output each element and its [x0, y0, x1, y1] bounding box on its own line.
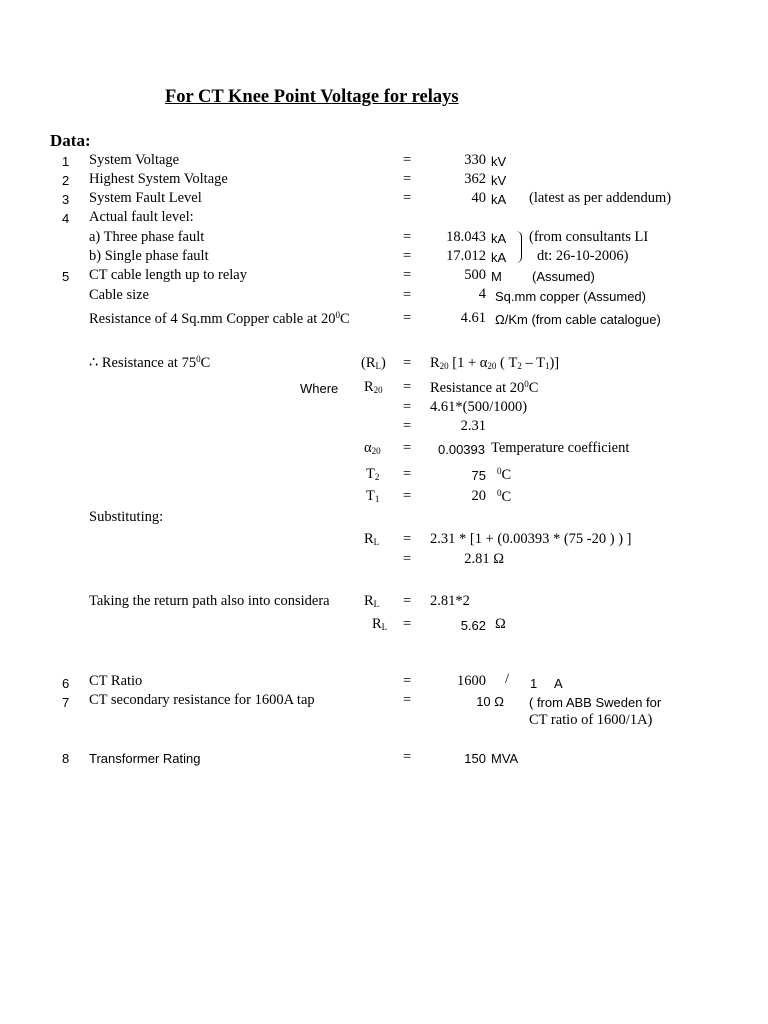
alpha-symbol: $\alpha_{20}$	[364, 440, 381, 456]
item-value: 4	[478, 286, 486, 302]
equals-sign: =	[403, 749, 412, 765]
alpha-description: Temperature coefficient	[491, 440, 630, 456]
equals-sign: =	[403, 616, 412, 632]
item-label: CT cable length up to relay	[89, 267, 247, 283]
equals-sign: =	[403, 399, 412, 415]
rl-formula: $R_{20}$ [$1 + \alpha_{20}$ ( $T_2 - T_1$)]	[430, 355, 560, 371]
equals-sign: =	[403, 379, 412, 395]
equals-sign: =	[403, 310, 412, 326]
item-value: 40	[471, 190, 486, 206]
equals-sign: =	[403, 267, 412, 283]
equals-sign: =	[403, 692, 412, 708]
equals-sign: =	[403, 287, 412, 303]
r20-definition: Resistance at $20^0C$	[430, 379, 539, 396]
alpha-value: 0.00393	[438, 442, 485, 457]
item-label: Cable size	[89, 287, 149, 303]
item-label: Actual fault level:	[89, 209, 194, 225]
substituting-label: Substituting:	[89, 509, 164, 525]
rl-symbol: $(R_L)$	[361, 355, 386, 371]
item-note: CT ratio of 1600/1A)	[529, 712, 653, 728]
item-label: CT secondary resistance for 1600A tap	[89, 692, 315, 708]
item-number: 5	[62, 269, 70, 284]
item-unit: kV	[491, 173, 507, 188]
degree-unit: $^0$C	[497, 466, 512, 483]
item-label: Resistance of 4 Sq.mm Copper cable at $20^0C$	[89, 310, 350, 327]
item-value-secondary: 1	[530, 676, 538, 691]
item-label: Highest System Voltage	[89, 171, 228, 187]
page-title: For CT Knee Point Voltage for relays	[165, 87, 459, 107]
ratio-slash: /	[505, 671, 510, 687]
equals-sign: =	[403, 248, 412, 264]
item-note: dt: 26-10-2006)	[537, 248, 629, 264]
t1-symbol: $T_1$	[366, 488, 380, 504]
item-note: (Assumed)	[532, 269, 595, 284]
item-unit: A	[554, 676, 563, 691]
degree-unit: $^0$C	[497, 488, 512, 505]
where-label: Where	[300, 381, 339, 396]
equals-sign: =	[403, 171, 412, 187]
rl-symbol: $R_L$	[372, 616, 388, 632]
item-value: 10 Ω	[476, 694, 504, 709]
item-unit: MVA	[491, 751, 519, 766]
r20-symbol: $R_{20}$	[364, 379, 383, 395]
rl-symbol: $R_L$	[364, 531, 380, 547]
data-heading: Data:	[50, 131, 91, 150]
item-number: 2	[62, 173, 70, 188]
item-label: Transformer Rating	[89, 751, 201, 766]
ohm-unit: Ω	[495, 616, 506, 632]
item-number: 7	[62, 695, 70, 710]
item-unit: M	[491, 269, 502, 284]
equals-sign: =	[403, 418, 412, 434]
item-value: 4.61	[460, 310, 486, 326]
r20-value: 2.31	[460, 418, 486, 434]
equals-sign: =	[403, 190, 412, 206]
return-expression: 2.81*2	[430, 593, 470, 609]
item-label: b) Single phase fault	[89, 248, 209, 264]
rl-symbol: $R_L$	[364, 593, 380, 609]
item-label: a) Three phase fault	[89, 229, 205, 245]
equals-sign: =	[403, 440, 412, 456]
equals-sign: =	[403, 488, 412, 504]
item-number: 3	[62, 192, 70, 207]
item-unit: kA	[491, 231, 507, 246]
item-value: 18.043	[446, 229, 486, 245]
item-label: System Voltage	[89, 152, 180, 168]
substitution-value: 2.81 Ω	[464, 551, 504, 567]
item-label: CT Ratio	[89, 673, 143, 689]
item-note: (latest as per addendum)	[529, 190, 672, 206]
item-unit: Sq.mm copper (Assumed)	[495, 289, 646, 304]
item-unit: kA	[491, 250, 507, 265]
equals-sign: =	[403, 673, 412, 689]
t2-value: 75	[471, 468, 486, 483]
return-path-label: Taking the return path also into considera	[89, 593, 330, 609]
equals-sign: =	[403, 531, 412, 547]
item-unit: kA	[491, 192, 507, 207]
return-value: 5.62	[460, 618, 486, 633]
item-value: 17.012	[446, 248, 486, 264]
item-number: 1	[62, 154, 70, 169]
equals-sign: =	[403, 229, 412, 245]
item-value: 330	[464, 152, 486, 168]
substitution-expression: 2.31 * [1 + (0.00393 * (75 -20 ) ) ]	[430, 531, 632, 547]
item-unit: Ω/Km (from cable catalogue)	[495, 312, 661, 327]
item-note: (from consultants LI	[529, 229, 649, 245]
r20-expression: 4.61*(500/1000)	[430, 399, 528, 415]
equals-sign: =	[403, 355, 412, 371]
brace-icon	[513, 231, 522, 263]
item-number: 4	[62, 211, 70, 226]
equals-sign: =	[403, 551, 412, 567]
t2-symbol: $T_2$	[366, 466, 380, 482]
item-value: 362	[464, 171, 486, 187]
item-value: 500	[464, 267, 486, 283]
t1-value: 20	[471, 488, 486, 504]
item-unit: kV	[491, 154, 507, 169]
item-label: System Fault Level	[89, 190, 202, 206]
equals-sign: =	[403, 466, 412, 482]
item-value: 1600	[457, 673, 486, 689]
item-number: 6	[62, 676, 70, 691]
item-number: 8	[62, 751, 70, 766]
equals-sign: =	[403, 593, 412, 609]
equals-sign: =	[403, 152, 412, 168]
item-value: 150	[464, 751, 486, 766]
therefore-line: ∴ Resistance at $75^0C$	[89, 354, 211, 371]
item-note: ( from ABB Sweden for	[529, 695, 662, 710]
